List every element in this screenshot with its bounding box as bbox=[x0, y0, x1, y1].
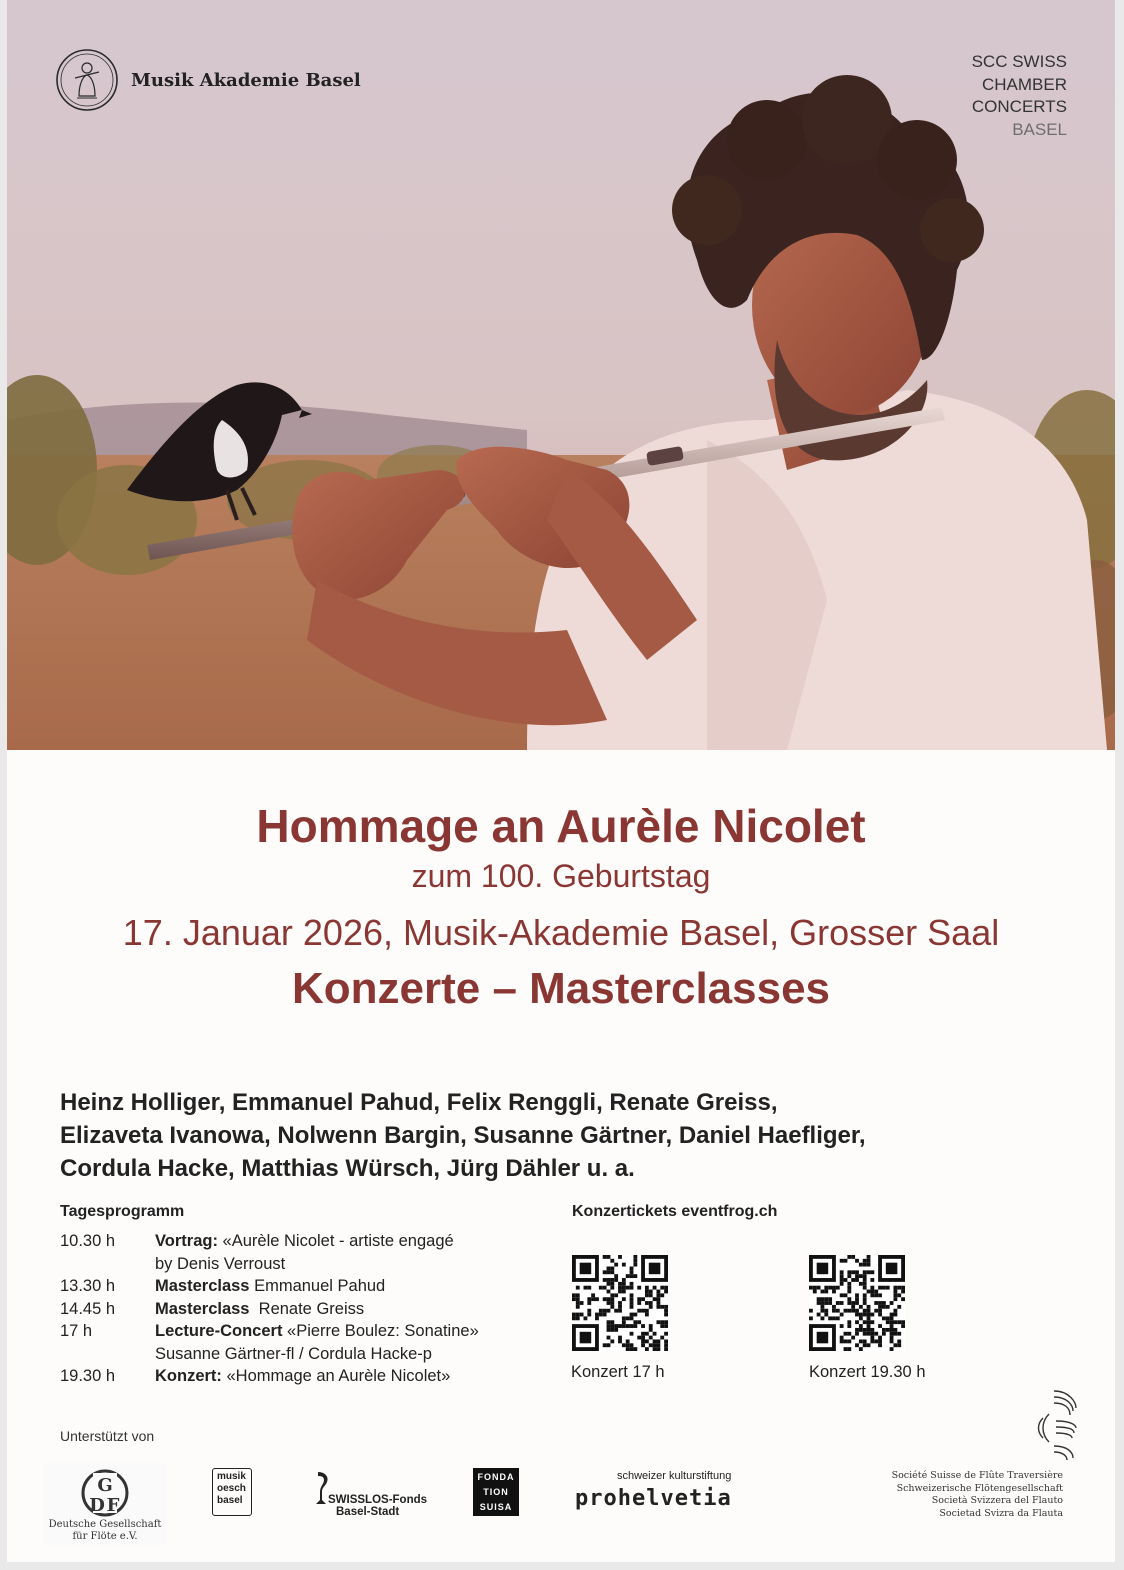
day-program bbox=[60, 1203, 560, 1388]
title-block bbox=[7, 796, 1115, 1018]
artist-line: Elizaveta Ivanowa, Nolwenn Bargin, Susanne Gärtner, Daniel Haefliger, bbox=[60, 1122, 866, 1149]
musik-oesch-logo bbox=[212, 1468, 252, 1516]
program-time: 13.30 h bbox=[60, 1277, 116, 1295]
program-time: 17 h bbox=[60, 1322, 93, 1340]
support-heading: Unterstützt von bbox=[60, 1428, 155, 1444]
academy-name: Musik Akademie Basel bbox=[131, 69, 361, 91]
flute-society-icon bbox=[1029, 1388, 1079, 1462]
suisa-line: TION bbox=[483, 1487, 509, 1497]
program-label: Masterclass bbox=[155, 1277, 250, 1295]
program-time: 10.30 h bbox=[60, 1232, 116, 1250]
suisa-line: SUISA bbox=[479, 1502, 513, 1512]
prohelvetia-logo bbox=[575, 1470, 755, 1520]
dgf-logo bbox=[43, 1463, 167, 1545]
qr-code-icon[interactable] bbox=[809, 1255, 905, 1351]
program-text: Emmanuel Pahud bbox=[249, 1277, 386, 1295]
scc-line: SCC SWISS bbox=[971, 52, 1067, 71]
program-text: «Pierre Boulez: Sonatine» bbox=[282, 1322, 479, 1340]
program-label: Lecture-Concert bbox=[155, 1322, 283, 1340]
program-time: 14.45 h bbox=[60, 1299, 116, 1318]
subtitle: zum 100. Geburtstag bbox=[411, 858, 711, 894]
dgf-line: für Flöte e.V. bbox=[72, 1531, 138, 1542]
program-label: Konzert: bbox=[155, 1367, 222, 1385]
dgf-line: Deutsche Gesellschaft bbox=[48, 1519, 162, 1530]
program-time: 19.30 h bbox=[60, 1367, 116, 1385]
scc-line: BASEL bbox=[1012, 119, 1067, 139]
scc-logo bbox=[972, 51, 1067, 141]
program-time bbox=[60, 1253, 155, 1276]
musik-oesch-line: basel bbox=[217, 1495, 243, 1506]
program-text: by Denis Verroust bbox=[155, 1254, 286, 1273]
qr-caption: Konzert 17 h bbox=[571, 1363, 665, 1381]
suisa-line: FONDA bbox=[477, 1472, 515, 1482]
prohelvetia-name: prohelvetia bbox=[575, 1486, 732, 1511]
program-row bbox=[60, 1365, 560, 1388]
flute-society-names bbox=[892, 1470, 1063, 1520]
program-text: Susanne Gärtner-fl / Cordula Hacke-p bbox=[155, 1344, 432, 1363]
svg-text:D: D bbox=[89, 1495, 105, 1516]
academy-seal-icon bbox=[55, 48, 119, 112]
society-line: Schweizerische Flötengesellschaft bbox=[896, 1482, 1063, 1494]
swisslos-line: SWISSLOS-Fonds bbox=[328, 1494, 428, 1506]
artist-line: Cordula Hacke, Matthias Würsch, Jürg Dähler u. a. bbox=[60, 1155, 635, 1182]
dgf-mark-icon bbox=[77, 1467, 133, 1519]
program-row bbox=[60, 1343, 560, 1366]
society-line: Société Suisse de Flûte Traversière bbox=[891, 1470, 1063, 1481]
program-heading: Tagesprogramm bbox=[60, 1203, 185, 1220]
events-title: Konzerte – Masterclasses bbox=[291, 964, 831, 1013]
program-row bbox=[60, 1320, 560, 1343]
program-text: «Aurèle Nicolet - artiste engagé bbox=[217, 1232, 454, 1250]
scc-line: CHAMBER bbox=[981, 74, 1067, 94]
qr-caption: Konzert 19.30 h bbox=[809, 1363, 926, 1381]
program-row bbox=[60, 1298, 560, 1321]
program-label: Vortrag: bbox=[155, 1232, 218, 1250]
society-line: Società Svizzera del Flauto bbox=[931, 1495, 1063, 1506]
musik-oesch-line: oesch bbox=[217, 1483, 246, 1494]
musik-akademie-logo bbox=[55, 48, 361, 112]
photo-flutist-with-bird bbox=[7, 0, 1115, 750]
qr-code-icon[interactable] bbox=[572, 1255, 668, 1351]
program-text: «Hommage an Aurèle Nicolet» bbox=[221, 1367, 451, 1385]
fondation-suisa-logo bbox=[473, 1468, 519, 1516]
society-line: Societad Svizra da Flauta bbox=[939, 1507, 1063, 1519]
program-row bbox=[60, 1230, 560, 1253]
svg-text:F: F bbox=[106, 1495, 120, 1516]
program-row bbox=[60, 1275, 560, 1298]
tickets-heading: Konzertickets eventfrog.ch bbox=[572, 1203, 778, 1220]
swisslos-logo bbox=[312, 1470, 432, 1520]
musik-oesch-line: musik bbox=[217, 1471, 246, 1482]
program-row bbox=[60, 1253, 560, 1276]
poster bbox=[7, 0, 1115, 1562]
program-text: Renate Greiss bbox=[249, 1299, 365, 1318]
artist-line: Heinz Holliger, Emmanuel Pahud, Felix Renggli, Renate Greiss, bbox=[60, 1089, 778, 1116]
scc-line: CONCERTS bbox=[971, 97, 1067, 116]
svg-text:G: G bbox=[97, 1475, 113, 1496]
main-title: Hommage an Aurèle Nicolet bbox=[256, 800, 866, 852]
swisslos-line: Basel-Stadt bbox=[336, 1506, 400, 1518]
program-time bbox=[60, 1343, 155, 1366]
program-label: Masterclass bbox=[155, 1299, 250, 1318]
date-place: 17. Januar 2026, Musik-Akademie Basel, Grosser Saal bbox=[122, 912, 1000, 953]
artist-list bbox=[60, 1086, 866, 1185]
prohelvetia-tagline: schweizer kulturstiftung bbox=[617, 1470, 732, 1482]
